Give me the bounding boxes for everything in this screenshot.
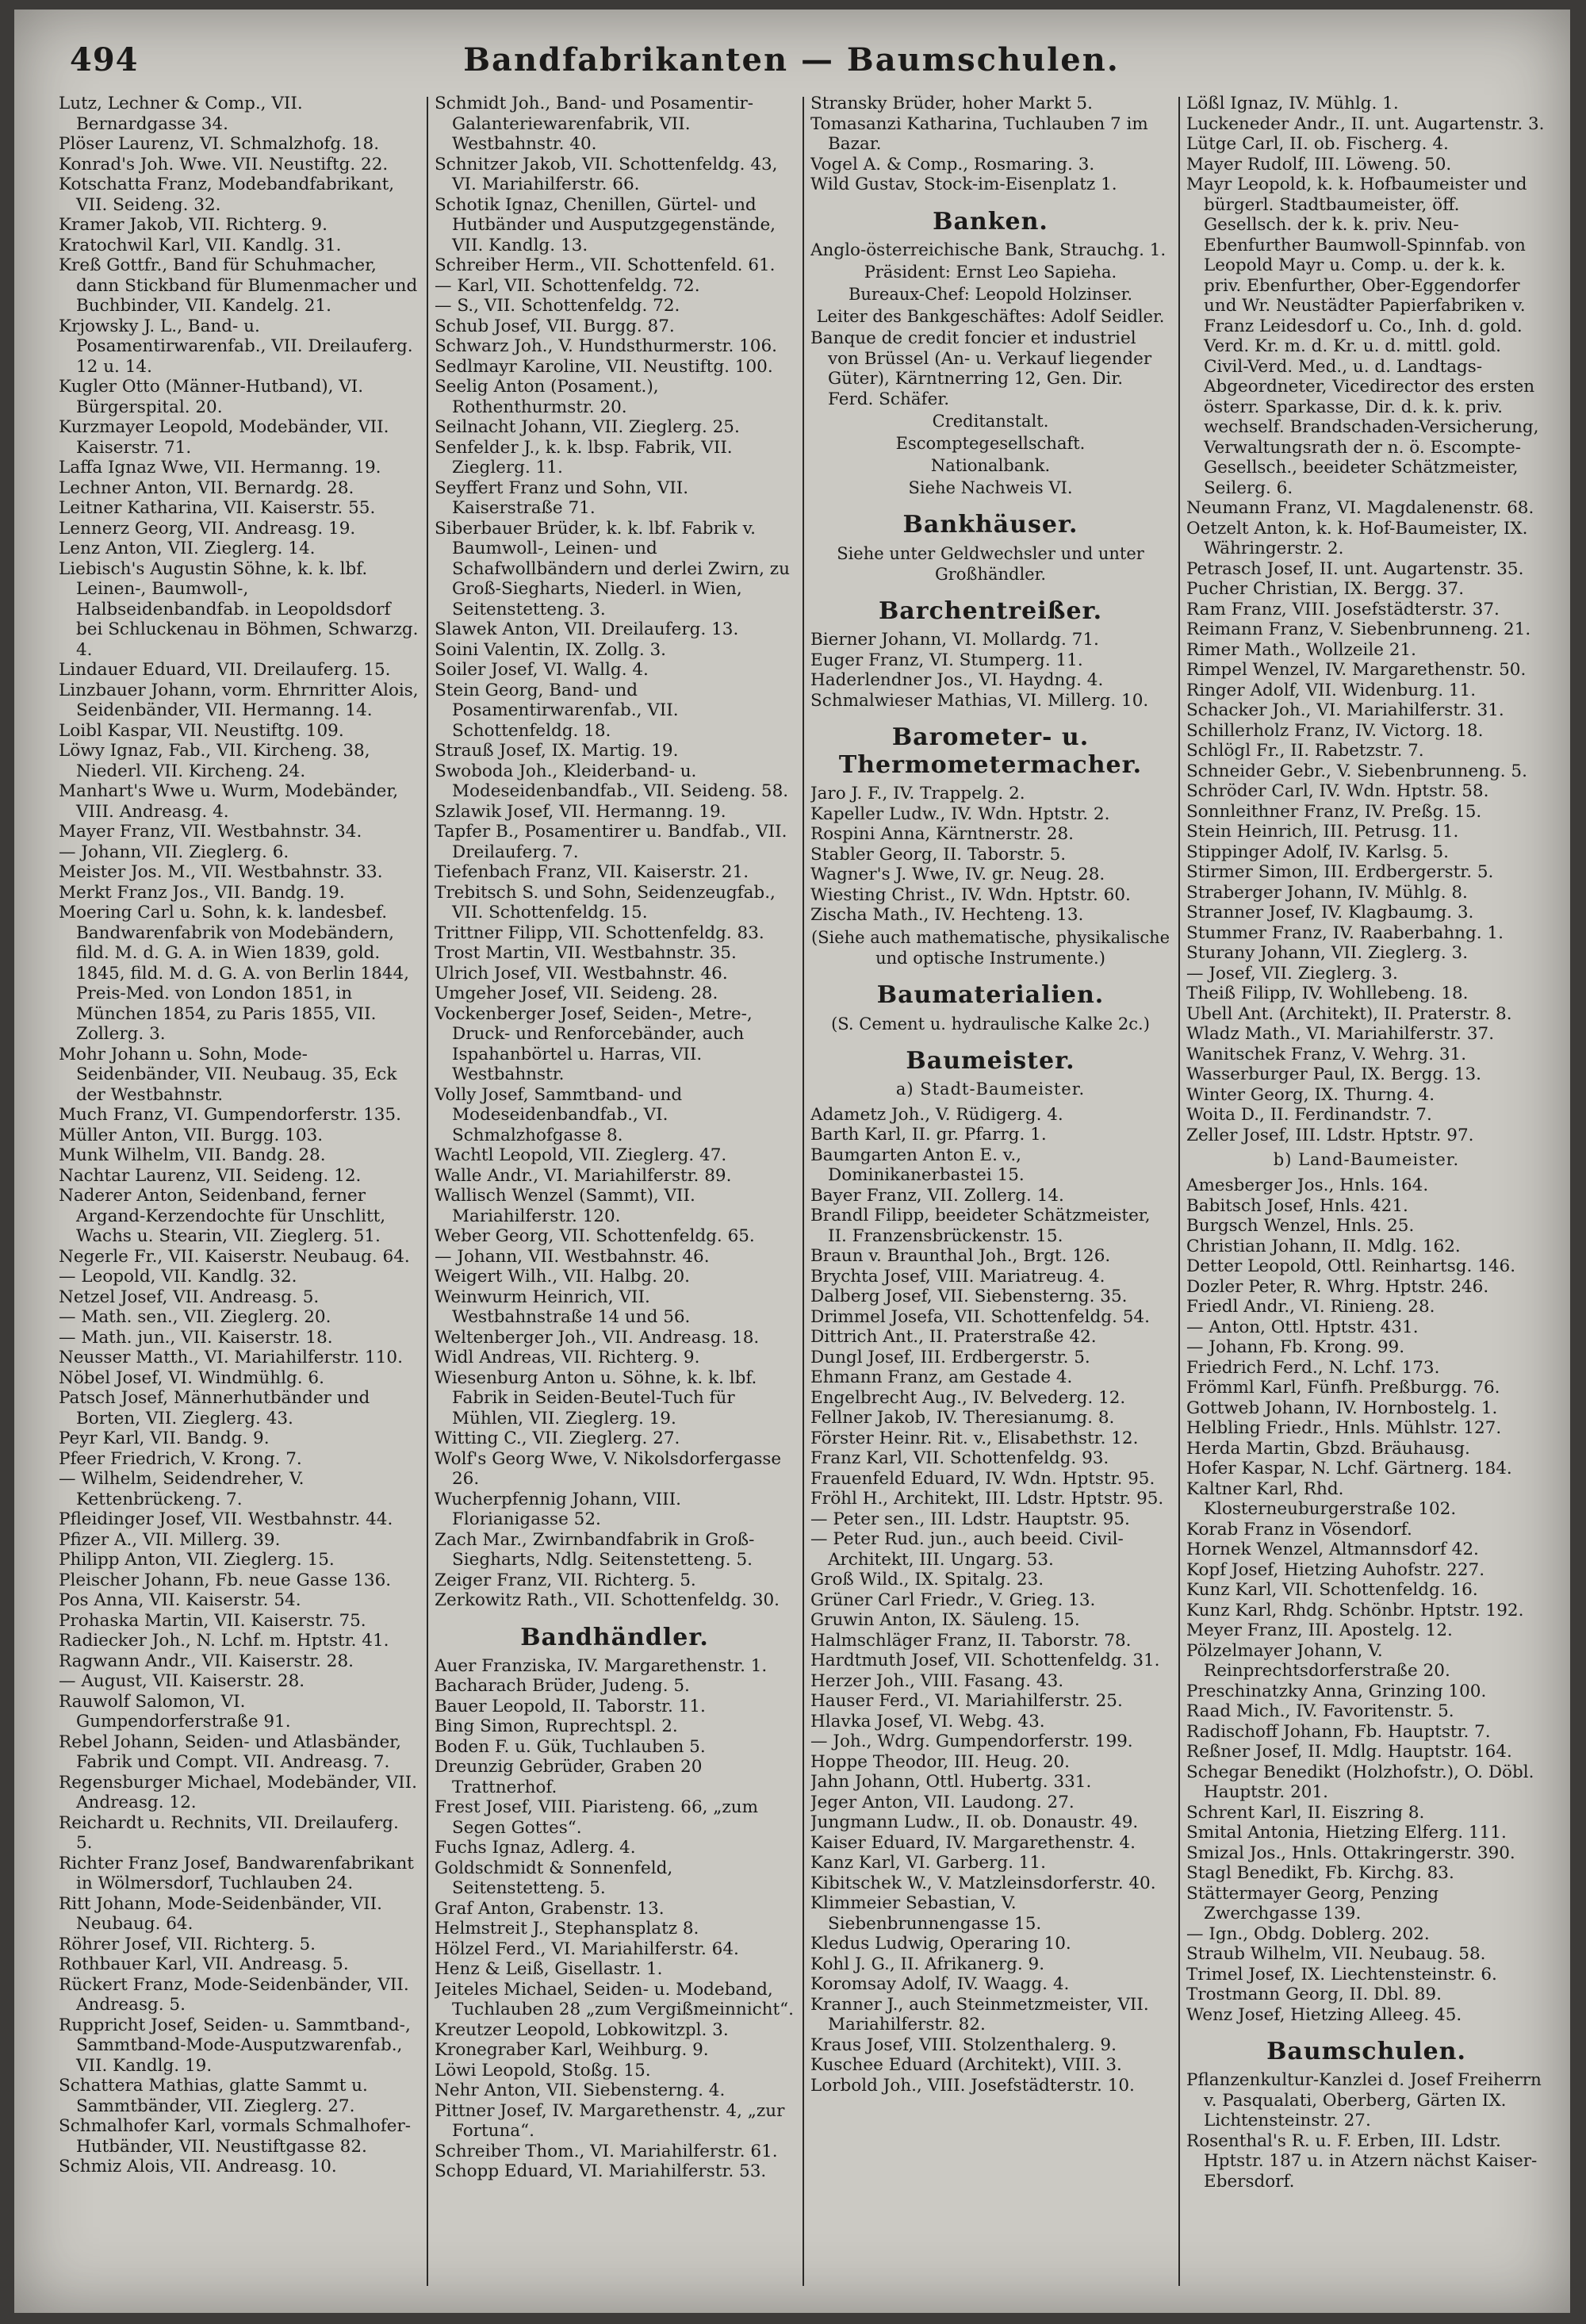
directory-entry: Prohaska Martin, VII. Kaiserstr. 75.	[59, 1610, 366, 1631]
directory-entry: Bacharach Brüder, Judeng. 5.	[435, 1676, 690, 1696]
directory-entry: Stranner Josef, IV. Klagbaumg. 3.	[1186, 903, 1474, 922]
directory-entry: Schreiber Thom., VI. Mariahilferstr. 61.	[435, 2141, 778, 2161]
directory-entry: Sonnleithner Franz, IV. Preßg. 15.	[1186, 801, 1482, 822]
directory-entry: Ulrich Josef, VII. Westbahnstr. 46.	[435, 963, 728, 984]
directory-entry: — Joh., Wdrg. Gumpendorferstr. 199.	[810, 1731, 1133, 1751]
directory-entry: Drimmel Josefa, VII. Schottenfeldg. 54.	[810, 1306, 1150, 1327]
directory-entry: Helmstreit J., Stephansplatz 8.	[435, 1919, 699, 1939]
directory-entry: Barth Karl, II. gr. Pfarrg. 1.	[810, 1125, 1047, 1145]
directory-entry: Plöser Laurenz, VI. Schmalzhofg. 18.	[59, 134, 380, 154]
directory-entry: — Leopold, VII. Kandlg. 32.	[59, 1267, 297, 1287]
directory-entry: Kuschee Eduard (Architekt), VIII. 3.	[810, 2055, 1122, 2075]
directory-entry: Kohl J. G., II. Afrikanerg. 9.	[810, 1954, 1045, 1974]
directory-entry: Nöbel Josef, VI. Windmühlg. 6.	[59, 1367, 324, 1388]
directory-entry: Sturany Johann, VII. Zieglerg. 3.	[1186, 943, 1469, 963]
directory-entry: Hornek Wenzel, Altmannsdorf 42.	[1186, 1540, 1479, 1559]
directory-entry: Rebel Johann, Seiden- und Atlasbänder, Fabrik und Compt. VII. Andreasg. 7.	[59, 1731, 401, 1772]
directory-entry: Wenz Josef, Hietzing Alleeg. 45.	[1186, 2004, 1462, 2025]
directory-entry: Brychta Josef, VIII. Mariatreug. 4.	[810, 1266, 1105, 1287]
directory-entry: Hardtmuth Josef, VII. Schottenfeldg. 31.	[810, 1651, 1160, 1670]
directory-entry: Förster Heinr. Rit. v., Elisabethstr. 12.	[810, 1428, 1139, 1448]
directory-entry: Neumann Franz, VI. Magdalenenstr. 68.	[1186, 498, 1534, 518]
directory-entry: Frömml Karl, Fünfh. Preßburgg. 76.	[1186, 1378, 1500, 1398]
directory-entry: Lorbold Joh., VIII. Josefstädterstr. 10.	[810, 2075, 1135, 2096]
directory-entry: Kaiser Eduard, IV. Margarethenstr. 4.	[810, 1832, 1136, 1853]
directory-entry: Dozler Peter, R. Whrg. Hptstr. 246.	[1186, 1276, 1489, 1297]
directory-entry: Babitsch Josef, Hnls. 421.	[1186, 1195, 1408, 1216]
directory-entry: Soini Valentin, IX. Zollg. 3.	[435, 639, 667, 660]
directory-entry: Graf Anton, Grabenstr. 13.	[435, 1898, 665, 1919]
directory-entry: Friedl Andr., VI. Rinieng. 28.	[1186, 1297, 1435, 1317]
directory-entry: Fellner Jakob, IV. Theresianumg. 8.	[810, 1408, 1115, 1428]
directory-entry: Weigert Wilh., VII. Halbg. 20.	[435, 1267, 691, 1287]
directory-entry: Smital Antonia, Hietzing Elferg. 111.	[1186, 1823, 1507, 1843]
directory-entry: Henz & Leiß, Gisellastr. 1.	[435, 1959, 663, 1979]
directory-entry: Löwy Ignaz, Fab., VII. Kircheng. 38, Niederl. VII. Kircheng. 24.	[59, 741, 370, 781]
directory-entry: Manhart's Wwe u. Wurm, Modebänder, VIII. Andreasg. 4.	[59, 781, 399, 822]
directory-entry: — Johann, Fb. Krong. 99.	[1186, 1337, 1405, 1357]
directory-entry: Kratochwil Karl, VII. Kandlg. 31.	[59, 235, 342, 255]
directory-entry: Frest Josef, VIII. Piaristeng. 66, „zum Segen Gottes“.	[435, 1797, 758, 1838]
directory-entry: Wucherpfennig Johann, VIII. Florianigasse 52.	[435, 1489, 682, 1529]
directory-entry: Radischoff Johann, Fb. Hauptstr. 7.	[1186, 1721, 1491, 1742]
directory-entry: Jeiteles Michael, Seiden- u. Modeband, Tuchlauben 28 „zum Vergißmeinnicht“.	[435, 1979, 794, 2019]
directory-entry: Stransky Brüder, hoher Markt 5.	[810, 94, 1093, 113]
directory-entry: Wiesenburg Anton u. Söhne, k. k. lbf. Fabrik in Seiden-Beutel-Tuch für Mühlen, VII. Zieglerg. 19.	[435, 1367, 757, 1429]
directory-entry: Grüner Carl Friedr., V. Grieg. 13.	[810, 1590, 1096, 1610]
directory-entry: Ruppricht Josef, Seiden- u. Sammtband-, Sammtband-Mode-Ausputzwarenfab., VII. Kandlg. 19.	[59, 2015, 411, 2076]
directory-entry: Krjowsky J. L., Band- u. Posamentirwarenfab., VII. Dreilauferg. 12 u. 14.	[59, 316, 413, 377]
directory-entry: Jaro J. F., IV. Trappelg. 2.	[810, 784, 1025, 803]
directory-entry: Schmiz Alois, VII. Andreasg. 10.	[59, 2157, 337, 2176]
directory-entry: Preschinatzky Anna, Grinzing 100.	[1186, 1681, 1487, 1701]
note-line: (Siehe auch mathematische, physikalische und optische Instrumente.)	[810, 927, 1170, 968]
directory-entry: Fuchs Ignaz, Adlerg. 4.	[435, 1838, 636, 1858]
directory-entry: Weltenberger Joh., VII. Andreasg. 18.	[435, 1327, 760, 1348]
directory-entry: Kledus Ludwig, Operaring 10.	[810, 1934, 1071, 1954]
directory-entry: Richter Franz Josef, Bandwarenfabrikant in Wölmersdorf, Tuchlauben 24.	[59, 1853, 414, 1893]
directory-entry: Wladz Math., VI. Mariahilferstr. 37.	[1186, 1024, 1495, 1044]
running-head: Bandfabrikanten — Baumschulen.	[463, 41, 1120, 79]
directory-entry: Straub Wilhelm, VII. Neubaug. 58.	[1186, 1944, 1486, 1964]
directory-entry: — Johann, VII. Westbahnstr. 46.	[435, 1246, 710, 1267]
directory-entry: Hauser Ferd., VI. Mariahilferstr. 25.	[810, 1691, 1123, 1711]
directory-entry: Baumgarten Anton E. v., Dominikanerbastei 15.	[810, 1145, 1025, 1185]
directory-entry: Mayer Rudolf, III. Löweng. 50.	[1186, 154, 1452, 174]
directory-entry: Banque de credit foncier et industriel von Brüssel (An- u. Verkauf liegender Güter), Kärntnerring 12, Gen. Dir. Ferd. Schäfer.	[810, 328, 1152, 409]
directory-entry: Schmalwieser Mathias, VI. Millerg. 10.	[810, 690, 1149, 711]
directory-entry: Kronegraber Karl, Weihburg. 9.	[435, 2040, 709, 2060]
directory-entry: — Peter sen., III. Ldstr. Hauptstr. 95.	[810, 1509, 1130, 1529]
directory-entry: Frauenfeld Eduard, IV. Wdn. Hptstr. 95.	[810, 1468, 1155, 1489]
directory-entry: Trimel Josef, IX. Liechtensteinstr. 6.	[1186, 1964, 1497, 1985]
note-line: (S. Cement u. hydraulische Kalke 2c.)	[831, 1014, 1150, 1034]
directory-entry: Kaltner Karl, Rhd. Klosterneuburgerstraße 102.	[1186, 1478, 1457, 1519]
directory-entry: Stippinger Adolf, IV. Karlsg. 5.	[1186, 842, 1450, 862]
directory-entry: Anglo-österreichische Bank, Strauchg. 1.	[810, 240, 1167, 260]
directory-entry: Naderer Anton, Seidenband, ferner Argand-Kerzendochte für Unschlitt, Wachs u. Stearin, VII. Zieglerg. 51.	[59, 1186, 386, 1246]
directory-entry: Tapfer B., Posamentirer u. Bandfab., VII. Dreilauferg. 7.	[435, 822, 787, 862]
directory-entry: Munk Wilhelm, VII. Bandg. 28.	[59, 1145, 326, 1165]
directory-entry: Seilnacht Johann, VII. Zieglerg. 25.	[435, 417, 740, 437]
directory-entry: Gruwin Anton, IX. Säuleng. 15.	[810, 1610, 1080, 1630]
directory-entry: Lindauer Eduard, VII. Dreilauferg. 15.	[59, 660, 391, 680]
directory-entry: — Peter Rud. jun., auch beeid. Civil-Architekt, III. Ungarg. 53.	[810, 1529, 1124, 1570]
directory-entry: Löwi Leopold, Stoßg. 15.	[435, 2060, 651, 2080]
directory-entry: — Johann, VII. Zieglerg. 6.	[59, 842, 289, 862]
note-line: Bureaux-Chef: Leopold Holzinser.	[848, 285, 1133, 304]
directory-entry: — Math. sen., VII. Zieglerg. 20.	[59, 1307, 331, 1327]
directory-entry: Rimpel Wenzel, IV. Margarethenstr. 50.	[1186, 660, 1527, 680]
directory-entry: Konrad's Joh. Wwe. VII. Neustiftg. 22.	[59, 154, 389, 174]
directory-entry: Schröder Carl, IV. Wdn. Hptstr. 58.	[1186, 781, 1489, 801]
directory-entry: Hoppe Theodor, III. Heug. 20.	[810, 1751, 1071, 1772]
directory-entry: Bierner Johann, VI. Mollardg. 71.	[810, 630, 1099, 650]
directory-entry: — Math. jun., VII. Kaiserstr. 18.	[59, 1327, 333, 1348]
section-heading: Baumeister.	[906, 1046, 1075, 1075]
directory-entry: Schlögl Fr., II. Rabetzstr. 7.	[1186, 741, 1424, 761]
note-line: Leiter des Bankgeschäftes: Adolf Seidler.	[816, 307, 1165, 326]
directory-entry: Weinwurm Heinrich, VII. Westbahnstraße 14 und 56.	[435, 1287, 691, 1327]
directory-entry: Witting C., VII. Zieglerg. 27.	[435, 1429, 680, 1448]
directory-entry: Linzbauer Johann, vorm. Ehrnritter Alois, Seidenbänder, VII. Hermanng. 14.	[59, 680, 419, 720]
directory-entry: Regensburger Michael, Modebänder, VII. Andreasg. 12.	[59, 1772, 417, 1812]
directory-entry: Pucher Christian, IX. Bergg. 37.	[1186, 579, 1465, 599]
directory-entry: Much Franz, VI. Gumpendorferstr. 135.	[59, 1105, 401, 1125]
directory-entry: Schmalhofer Karl, vormals Schmalhofer-Hutbänder, VII. Neustiftgasse 82.	[59, 2116, 412, 2157]
directory-entry: Moering Carl u. Sohn, k. k. landesbef. Bandwarenfabrik von Modebändern, fild. M. d. G. A. in Wien 1839, gold. 1845, fild. M. d. G. A. von Berlin 1844, Preis-Med. von London 1851, in München 1854, zu Paris 1855, VII. Zollerg. 3.	[59, 903, 409, 1044]
page-number: 494	[70, 41, 139, 79]
directory-entry: Klimmeier Sebastian, V. Siebenbrunnengasse 15.	[810, 1893, 1042, 1934]
directory-entry: Gottweb Johann, IV. Hornbostelg. 1.	[1186, 1398, 1498, 1418]
directory-entry: Helbling Friedr., Hnls. Mühlstr. 127.	[1186, 1418, 1502, 1438]
directory-entry: Ehmann Franz, am Gestade 4.	[810, 1367, 1073, 1387]
directory-entry: Smizal Jos., Hnls. Ottakringerstr. 390.	[1186, 1843, 1515, 1863]
directory-entry: Netzel Josef, VII. Andreasg. 5.	[59, 1287, 320, 1307]
directory-entry: Hofer Kaspar, N. Lchf. Gärtnerg. 184.	[1186, 1459, 1512, 1478]
directory-entry: Korab Franz in Vösendorf.	[1186, 1519, 1412, 1540]
directory-entry: — Karl, VII. Schottenfeldg. 72.	[435, 275, 700, 296]
directory-entry: Wagner's J. Wwe, IV. gr. Neug. 28.	[810, 865, 1105, 884]
subsection-heading: a) Stadt-Baumeister.	[895, 1079, 1086, 1099]
directory-entry: Schreiber Herm., VII. Schottenfeld. 61.	[435, 255, 776, 275]
directory-entry: Pflanzenkultur-Kanzlei d. Josef Freiherrn v. Pasqualati, Oberberg, Gärten IX. Lichtensteinstr. 27.	[1186, 2070, 1542, 2130]
directory-entry: — Josef, VII. Zieglerg. 3.	[1186, 963, 1398, 984]
directory-entry: Kreutzer Leopold, Lobkowitzpl. 3.	[435, 2019, 729, 2040]
directory-entry: Zischa Math., IV. Hechteng. 13.	[810, 905, 1084, 925]
directory-entry: Kreß Gottfr., Band für Schuhmacher, dann Stickband für Blumenmacher und Buchbinder, VII. Kandelg. 21.	[59, 255, 418, 316]
directory-entry: Ragwann Andr., VII. Kaiserstr. 28.	[59, 1651, 354, 1671]
directory-columns	[59, 94, 1548, 2291]
directory-entry: Swoboda Joh., Kleiderband- u. Modeseidenbandfab., VII. Seideng. 58.	[435, 761, 789, 801]
directory-entry: Liebisch's Augustin Söhne, k. k. lbf. Leinen-, Baumwoll-, Halbseidenbandfab. in Leopoldsdorf bei Schluckenau in Böhmen, Schwarzg. 4.	[59, 558, 419, 660]
directory-entry: Kramer Jakob, VII. Richterg. 9.	[59, 215, 328, 235]
directory-entry: Stein Heinrich, III. Petrusg. 11.	[1186, 822, 1459, 842]
section-heading: Bandhändler.	[520, 1623, 709, 1651]
directory-entry: Halmschläger Franz, II. Taborstr. 78.	[810, 1630, 1132, 1651]
directory-entry: Kunz Karl, Rhdg. Schönbr. Hptstr. 192.	[1186, 1600, 1524, 1620]
directory-entry: Peyr Karl, VII. Bandg. 9.	[59, 1429, 270, 1448]
directory-entry: Seelig Anton (Posament.), Rothenthurmstr. 20.	[435, 377, 659, 417]
directory-entry: Haderlendner Jos., VI. Haydng. 4.	[810, 670, 1104, 690]
directory-entry: Stagl Benedikt, Fb. Kirchg. 83.	[1186, 1863, 1454, 1883]
directory-entry: Straberger Johann, IV. Mühlg. 8.	[1186, 882, 1468, 903]
note-line: Escomptegesellschaft.	[895, 434, 1086, 453]
directory-entry: Jahn Johann, Ottl. Hubertg. 331.	[810, 1772, 1092, 1792]
directory-entry: Stirmer Simon, III. Erdbergerstr. 5.	[1186, 862, 1494, 882]
directory-entry: Leitner Katharina, VII. Kaiserstr. 55.	[59, 498, 376, 518]
directory-entry: Widl Andreas, VII. Richterg. 9.	[435, 1348, 700, 1367]
directory-entry: — Wilhelm, Seidendreher, V. Kettenbrückeng. 7.	[59, 1469, 305, 1509]
section-heading: Barchentreißer.	[878, 597, 1103, 625]
directory-entry: Schacker Joh., VI. Mariahilferstr. 31.	[1186, 700, 1504, 720]
directory-entry: Schattera Mathias, glatte Sammt u. Sammtbänder, VII. Zieglerg. 27.	[59, 2076, 368, 2116]
directory-entry: Strauß Josef, IX. Martig. 19.	[435, 741, 679, 761]
directory-entry: Bauer Leopold, II. Taborstr. 11.	[435, 1696, 706, 1716]
directory-entry: Nachtar Laurenz, VII. Seideng. 12.	[59, 1165, 362, 1186]
directory-entry: Boden F. u. Gük, Tuchlauben 5.	[435, 1736, 706, 1757]
directory-entry: Bing Simon, Ruprechtspl. 2.	[435, 1716, 678, 1736]
directory-entry: Kapeller Ludw., IV. Wdn. Hptstr. 2.	[810, 803, 1110, 824]
directory-page	[14, 10, 1570, 2313]
directory-entry: Trostmann Georg, II. Dbl. 89.	[1186, 1985, 1442, 2004]
directory-entry: Ritt Johann, Mode-Seidenbänder, VII. Neubaug. 64.	[59, 1893, 382, 1934]
note-line: Nationalbank.	[930, 456, 1051, 475]
directory-entry: Senfelder J., k. k. lbsp. Fabrik, VII. Zieglerg. 11.	[435, 437, 733, 477]
directory-entry: Stättermayer Georg, Penzing Zwerchgasse 139.	[1186, 1883, 1439, 1923]
directory-entry: Zerkowitz Rath., VII. Schottenfeldg. 30.	[435, 1590, 780, 1610]
directory-entry: Stabler Georg, II. Taborstr. 5.	[810, 844, 1067, 865]
directory-entry: Tiefenbach Franz, VII. Kaiserstr. 21.	[435, 862, 749, 882]
directory-entry: Pittner Josef, IV. Margarethenstr. 4, „zur Fortuna“.	[435, 2100, 785, 2141]
directory-entry: Amesberger Jos., Hnls. 164.	[1186, 1175, 1429, 1195]
directory-entry: Tomasanzi Katharina, Tuchlauben 7 im Bazar.	[810, 113, 1148, 154]
directory-entry: Vogel A. & Comp., Rosmaring. 3.	[810, 154, 1095, 174]
directory-entry: Pos Anna, VII. Kaiserstr. 54.	[59, 1590, 301, 1610]
directory-entry: Lechner Anton, VII. Bernardg. 28.	[59, 477, 354, 498]
directory-entry: Oetzelt Anton, k. k. Hof-Baumeister, IX. Währingerstr. 2.	[1186, 518, 1528, 558]
directory-entry: Meister Jos. M., VII. Westbahnstr. 33.	[59, 862, 383, 882]
directory-entry: Trost Martin, VII. Westbahnstr. 35.	[435, 943, 737, 963]
directory-entry: Seyffert Franz und Sohn, VII. Kaiserstraße 71.	[435, 477, 689, 518]
directory-entry: Reichardt u. Rechnits, VII. Dreilauferg. 5.	[59, 1812, 399, 1853]
directory-entry: Fröhl H., Architekt, III. Ldstr. Hptstr. 95.	[810, 1489, 1164, 1509]
directory-entry: Kanz Karl, VI. Garberg. 11.	[810, 1853, 1046, 1873]
directory-entry: Braun v. Braunthal Joh., Brgt. 126.	[810, 1246, 1111, 1266]
directory-entry: Wolf's Georg Wwe, V. Nikolsdorfergasse 26.	[435, 1448, 782, 1489]
directory-entry: Engelbrecht Aug., IV. Belvederg. 12.	[810, 1387, 1126, 1408]
directory-entry: Dungl Josef, III. Erdbergerstr. 5.	[810, 1347, 1090, 1367]
directory-entry: Trebitsch S. und Sohn, Seidenzeugfab., VII. Schottenfeldg. 15.	[435, 882, 776, 922]
directory-entry: Negerle Fr., VII. Kaiserstr. Neubaug. 64.	[59, 1246, 410, 1267]
directory-entry: Pfizer A., VII. Millerg. 39.	[59, 1529, 281, 1550]
directory-entry: Kotschatta Franz, Modebandfabrikant, VII. Seideng. 32.	[59, 174, 395, 215]
directory-entry: Ubell Ant. (Architekt), II. Praterstr. 8.	[1186, 1003, 1512, 1024]
directory-entry: Mohr Johann u. Sohn, Mode-Seidenbänder, VII. Neubaug. 35, Eck der Westbahnstr.	[59, 1044, 397, 1105]
directory-entry: Brandl Filipp, beeideter Schätzmeister, II. Franzensbrückenstr. 15.	[810, 1206, 1151, 1246]
directory-entry: Müller Anton, VII. Burgg. 103.	[59, 1125, 324, 1145]
directory-entry: Ringer Adolf, VII. Widenburg. 11.	[1186, 680, 1477, 700]
directory-entry: — S., VII. Schottenfeldg. 72.	[435, 296, 680, 316]
section-heading: Banken.	[933, 207, 1048, 236]
section-heading: Barometer- u. Thermometermacher.	[838, 723, 1143, 779]
directory-entry: Schmidt Joh., Band- und Posamentir-Galanteriewarenfabrik, VII. Westbahnstr. 40.	[435, 94, 754, 154]
directory-entry: Rosenthal's R. u. F. Erben, III. Ldstr. Hptstr. 187 u. in Atzern nächst Kaiser-Ebersdorf.	[1186, 2130, 1538, 2192]
directory-entry: Schrent Karl, II. Eiszring 8.	[1186, 1802, 1425, 1823]
directory-entry: Franz Karl, VII. Schottenfeldg. 93.	[810, 1448, 1109, 1468]
directory-entry: Wachtl Leopold, VII. Zieglerg. 47.	[435, 1145, 727, 1165]
directory-entry: Kurzmayer Leopold, Modebänder, VII. Kaiserstr. 71.	[59, 417, 389, 458]
directory-entry: Bayer Franz, VII. Zollerg. 14.	[810, 1185, 1064, 1206]
directory-entry: Kranner J., auch Steinmetzmeister, VII. Mariahilferstr. 82.	[810, 1994, 1149, 2034]
directory-entry: Trittner Filipp, VII. Schottenfeldg. 83.	[435, 922, 764, 943]
directory-entry: Goldschmidt & Sonnenfeld, Seitenstetteng. 5.	[435, 1858, 673, 1898]
directory-entry: Radiecker Joh., N. Lchf. m. Hptstr. 41.	[59, 1631, 389, 1651]
directory-entry: Schnitzer Jakob, VII. Schottenfeldg. 43, VI. Mariahilferstr. 66.	[435, 154, 778, 194]
directory-entry: Wild Gustav, Stock-im-Eisenplatz 1.	[810, 174, 1117, 194]
directory-entry: Rückert Franz, Mode-Seidenbänder, VII. Andreasg. 5.	[59, 1974, 409, 2015]
directory-entry: Kugler Otto (Männer-Hutband), VI. Bürgerspital. 20.	[59, 377, 364, 417]
directory-entry: Kunz Karl, VII. Schottenfeldg. 16.	[1186, 1580, 1478, 1600]
directory-entry: Soiler Josef, VI. Wallg. 4.	[435, 660, 649, 680]
directory-entry: Groß Wild., IX. Spitalg. 23.	[810, 1570, 1044, 1590]
directory-entry: Euger Franz, VI. Stumperg. 11.	[810, 650, 1083, 670]
directory-entry: Kibitschek W., V. Matzleinsdorferstr. 40.	[810, 1873, 1156, 1893]
directory-entry: Weber Georg, VII. Schottenfeldg. 65.	[435, 1226, 755, 1246]
directory-entry: Hlavka Josef, VI. Webg. 43.	[810, 1711, 1045, 1731]
directory-entry: Rospini Anna, Kärntnerstr. 28.	[810, 824, 1075, 844]
directory-entry: Hölzel Ferd., VI. Mariahilferstr. 64.	[435, 1939, 739, 1959]
directory-entry: Lütge Carl, II. ob. Fischerg. 4.	[1186, 134, 1449, 154]
directory-entry: Zeller Josef, III. Ldstr. Hptstr. 97.	[1186, 1125, 1474, 1145]
directory-entry: Sedlmayr Karoline, VII. Neustiftg. 100.	[435, 356, 773, 377]
directory-entry: Szlawik Josef, VII. Hermanng. 19.	[435, 801, 726, 822]
directory-entry: Luckeneder Andr., II. unt. Augartenstr. 3.	[1186, 113, 1545, 134]
directory-entry: Vockenberger Josef, Seiden-, Metre-, Druck- und Renforcebänder, auch Ispahanbörtel u. Harras, VII. Westbahnstr.	[435, 1003, 753, 1084]
directory-entry: Zach Mar., Zwirnbandfabrik in Groß-Siegharts, Ndlg. Seitenstetteng. 5.	[435, 1529, 755, 1570]
directory-entry: Wanitschek Franz, V. Wehrg. 31.	[1186, 1044, 1467, 1064]
directory-entry: Stein Georg, Band- und Posamentirwarenfab., VII. Schottenfeldg. 18.	[435, 680, 679, 741]
directory-entry: Reimann Franz, V. Siebenbrunneng. 21.	[1186, 619, 1531, 639]
subsection-heading: b) Land-Baumeister.	[1273, 1150, 1460, 1169]
column-1	[59, 94, 419, 2291]
directory-entry: Slawek Anton, VII. Dreilauferg. 13.	[435, 619, 739, 639]
directory-entry: Mayer Franz, VII. Westbahnstr. 34.	[59, 822, 362, 842]
directory-entry: Meyer Franz, III. Apostelg. 12.	[1186, 1620, 1453, 1640]
directory-entry: Detter Leopold, Ottl. Reinhartsg. 146.	[1186, 1256, 1516, 1276]
directory-entry: Pfeer Friedrich, V. Krong. 7.	[59, 1448, 302, 1469]
directory-entry: Rauwolf Salomon, VI. Gumpendorferstraße 91.	[59, 1691, 291, 1731]
section-heading: Baumaterialien.	[876, 980, 1105, 1009]
directory-entry: Petrasch Josef, II. unt. Augartenstr. 35.	[1186, 558, 1524, 579]
directory-entry: — Ign., Obdg. Doblerg. 202.	[1186, 1923, 1430, 1944]
directory-entry: Dittrich Ant., II. Praterstraße 42.	[810, 1327, 1097, 1347]
directory-entry: Schopp Eduard, VI. Mariahilferstr. 53.	[435, 2161, 767, 2181]
directory-entry: Rimer Math., Wollzeile 21.	[1186, 639, 1416, 660]
directory-entry: Lößl Ignaz, IV. Mühlg. 1.	[1186, 94, 1399, 113]
directory-entry: Schwarz Joh., V. Hundsthurmerstr. 106.	[435, 336, 777, 356]
directory-entry: Lenz Anton, VII. Zieglerg. 14.	[59, 539, 316, 558]
directory-entry: Mayr Leopold, k. k. Hofbaumeister und bürgerl. Stadtbaumeister, öff. Gesellsch. der k. k. priv. Neu-Ebenfurther Baumwoll-Spinnfab. von Leopold Mayr u. Comp. u. der k. k. priv. Ebenfurther, Ober-Eggendorfer und Wr. Neustädter Papierfabriken v. Franz Leidesdorf u. Co., Inh. d. gold. Verd. Kr. m. d. Kr. u. d. mittl. gold. Civil-Verd. Med., u. d. Landtags-Abgeordneter, Vicedirector des ersten österr. Sparkasse, Dir. d. k. k. priv. wechself. Brandschaden-Versicherung, Verwaltungsrath der n. ö. Escompte-Gesellsch., beeideter Schätzmeister, Seilerg. 6.	[1186, 174, 1539, 498]
directory-entry: Schub Josef, VII. Burgg. 87.	[435, 316, 675, 336]
note-line: Präsident: Ernst Leo Sapieha.	[864, 263, 1117, 282]
directory-entry: Stummer Franz, IV. Raaberbahng. 1.	[1186, 922, 1504, 943]
directory-entry: Merkt Franz Jos., VII. Bandg. 19.	[59, 882, 345, 903]
directory-entry: Jungmann Ludw., II. ob. Donaustr. 49.	[810, 1812, 1139, 1832]
directory-entry: Jeger Anton, VII. Laudong. 27.	[810, 1792, 1075, 1812]
note-line: Creditanstalt.	[932, 412, 1049, 431]
directory-entry: Schillerholz Franz, IV. Victorg. 18.	[1186, 720, 1484, 741]
section-heading: Bankhäuser.	[902, 511, 1078, 539]
directory-entry: Herda Martin, Gbzd. Bräuhausg.	[1186, 1438, 1470, 1459]
directory-entry: Umgeher Josef, VII. Seideng. 28.	[435, 984, 718, 1003]
directory-entry: Laffa Ignaz Wwe, VII. Hermanng. 19.	[59, 458, 381, 477]
directory-entry: Walle Andr., VI. Mariahilferstr. 89.	[435, 1165, 732, 1186]
column-2	[435, 94, 795, 2291]
directory-entry: Wiesting Christ., IV. Wdn. Hptstr. 60.	[810, 884, 1131, 905]
directory-entry: Nehr Anton, VII. Siebensterng. 4.	[435, 2080, 726, 2100]
directory-entry: Rothbauer Karl, VII. Andreasg. 5.	[59, 1954, 349, 1974]
directory-entry: Lennerz Georg, VII. Andreasg. 19.	[59, 518, 356, 539]
directory-entry: Loibl Kaspar, VII. Neustiftg. 109.	[59, 720, 344, 741]
directory-entry: Röhrer Josef, VII. Richterg. 5.	[59, 1934, 316, 1954]
directory-entry: Kraus Josef, VIII. Stolzenthalerg. 9.	[810, 2034, 1117, 2055]
directory-entry: Zeiger Franz, VII. Richterg. 5.	[435, 1570, 696, 1590]
directory-entry: Woita D., II. Ferdinandstr. 7.	[1186, 1105, 1432, 1125]
directory-entry: Ram Franz, VIII. Josefstädterstr. 37.	[1186, 599, 1500, 619]
directory-entry: Reßner Josef, II. Mdlg. Hauptstr. 164.	[1186, 1742, 1512, 1762]
directory-entry: Patsch Josef, Männerhutbänder und Borten, VII. Zieglerg. 43.	[59, 1388, 370, 1429]
directory-entry: Schegar Benedikt (Holzhofstr.), O. Döbl. Hauptstr. 201.	[1186, 1762, 1534, 1802]
directory-entry: Schneider Gebr., V. Siebenbrunneng. 5.	[1186, 761, 1527, 781]
page-header	[54, 40, 1529, 87]
directory-entry: Philipp Anton, VII. Zieglerg. 15.	[59, 1550, 335, 1570]
directory-entry: Schotik Ignaz, Chenillen, Gürtel- und Hutbänder und Ausputzgegenstände, VII. Kandlg. 13.	[435, 194, 776, 255]
directory-entry: — Anton, Ottl. Hptstr. 431.	[1186, 1317, 1419, 1337]
directory-entry: Dalberg Josef, VII. Siebensterng. 35.	[810, 1287, 1128, 1306]
directory-entry: Pleischer Johann, Fb. neue Gasse 136.	[59, 1570, 392, 1590]
directory-entry: Dreunzig Gebrüder, Graben 20 Trattnerhof.	[435, 1757, 703, 1797]
note-line: Siehe Nachweis VI.	[908, 478, 1073, 497]
section-heading: Baumschulen.	[1266, 2038, 1466, 2065]
directory-entry: Koromsay Adolf, IV. Waagg. 4.	[810, 1974, 1070, 1994]
directory-entry: Neusser Matth., VI. Mariahilferstr. 110.	[59, 1348, 403, 1367]
directory-entry: Friedrich Ferd., N. Lchf. 173.	[1186, 1357, 1440, 1378]
directory-entry: Adametz Joh., V. Rüdigerg. 4.	[810, 1104, 1063, 1125]
directory-entry: Wallisch Wenzel (Sammt), VII. Mariahilferstr. 120.	[435, 1186, 695, 1226]
directory-entry: Burgsch Wenzel, Hnls. 25.	[1186, 1216, 1415, 1236]
column-3	[810, 94, 1170, 2291]
directory-entry: — August, VII. Kaiserstr. 28.	[59, 1671, 305, 1691]
directory-entry: Theiß Filipp, IV. Wohllebeng. 18.	[1186, 984, 1469, 1003]
directory-entry: Pfleidinger Josef, VII. Westbahnstr. 44.	[59, 1509, 393, 1529]
directory-entry: Lutz, Lechner & Comp., VII. Bernardgasse 34.	[59, 94, 303, 134]
directory-entry: Wasserburger Paul, IX. Bergg. 13.	[1186, 1064, 1481, 1084]
column-4	[1186, 94, 1546, 2291]
directory-entry: Siberbauer Brüder, k. k. lbf. Fabrik v. Baumwoll-, Leinen- und Schafwollbändern und derlei Zwirn, zu Groß-Siegharts, Niederl. in Wien, Seitenstetteng. 3.	[435, 518, 790, 619]
note-line: Siehe unter Geldwechsler und unter Großhändler.	[837, 544, 1144, 584]
directory-entry: Auer Franziska, IV. Margarethenstr. 1.	[435, 1655, 768, 1676]
directory-entry: Winter Georg, IX. Thurng. 4.	[1186, 1084, 1435, 1105]
directory-entry: Volly Josef, Sammtband- und Modeseidenbandfab., VI. Schmalzhofgasse 8.	[435, 1084, 683, 1145]
directory-entry: Raad Mich., IV. Favoritenstr. 5.	[1186, 1701, 1454, 1721]
directory-entry: Herzer Joh., VIII. Fasang. 43.	[810, 1670, 1064, 1691]
directory-entry: Christian Johann, II. Mdlg. 162.	[1186, 1236, 1461, 1256]
directory-entry: Kopf Josef, Hietzing Auhofstr. 227.	[1186, 1559, 1485, 1580]
directory-entry: Pölzelmayer Johann, V. Reinprechtsdorferstraße 20.	[1186, 1640, 1450, 1681]
